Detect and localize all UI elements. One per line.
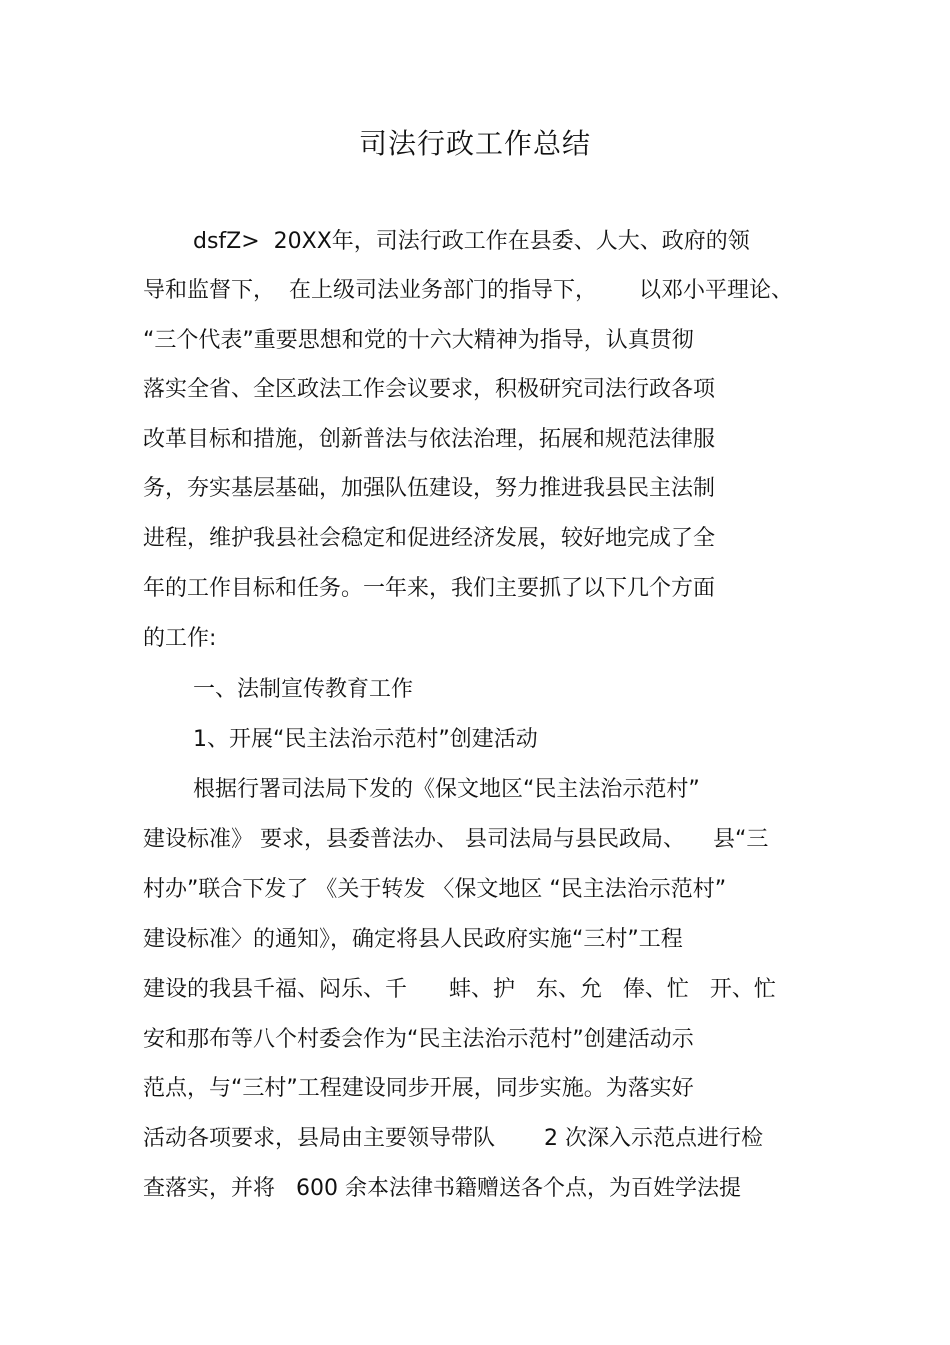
body-line: 建设标准〉的通知》，确定将县人民政府实施“三村”工程 — [143, 927, 683, 952]
body-line: 根据行署司法局下发的《保文地区“民主法治示范村” — [193, 777, 700, 802]
body-line: 村办”联合下发了 《关于转发 〈保文地区 “民主法治示范村” — [143, 877, 727, 902]
body-line: 进程，维护我县社会稳定和促进经济发展，较好地完成了全 — [143, 526, 716, 551]
body-line: 范点，与“三村”工程建设同步开展，同步实施。为落实好 — [143, 1076, 694, 1101]
body-line: 务，夯实基层基础，加强队伍建设，努力推进我县民主法制 — [143, 476, 716, 501]
section-heading: 一、法制宣传教育工作 — [193, 677, 414, 702]
page-title: 司法行政工作总结 — [358, 127, 591, 160]
body-line: dsfZ> 20XX年，司法行政工作在县委、人大、政府的领 — [193, 229, 750, 254]
body-line: 的工作: — [143, 626, 217, 651]
subsection-heading: 1、开展“民主法治示范村”创建活动 — [193, 727, 538, 752]
body-line: 建设标准》 要求，县委普法办、 县司法局与县民政局、 县“三 — [143, 827, 769, 852]
body-line: 查落实，并将 600 余本法律书籍赠送各个点，为百姓学法提 — [143, 1176, 741, 1201]
body-line: 年的工作目标和任务。一年来，我们主要抓了以下几个方面 — [143, 576, 716, 601]
body-line: “三个代表”重要思想和党的十六大精神为指导，认真贯彻 — [143, 328, 694, 353]
body-line: 活动各项要求，县局由主要领导带队 2 次深入示范点进行检 — [143, 1126, 763, 1151]
body-line: 改革目标和措施，创新普法与依法治理，拓展和规范法律服 — [143, 427, 716, 452]
body-line: 建设的我县千福、闷乐、千 蚌、护 东、允 俸、忙 开、忙 — [143, 977, 776, 1002]
body-line: 安和那布等八个村委会作为“民主法治示范村”创建活动示 — [143, 1027, 694, 1052]
body-line: 导和监督下， 在上级司法业务部门的指导下， 以邓小平理论、 — [143, 278, 793, 303]
body-line: 落实全省、全区政法工作会议要求，积极研究司法行政各项 — [143, 377, 716, 402]
